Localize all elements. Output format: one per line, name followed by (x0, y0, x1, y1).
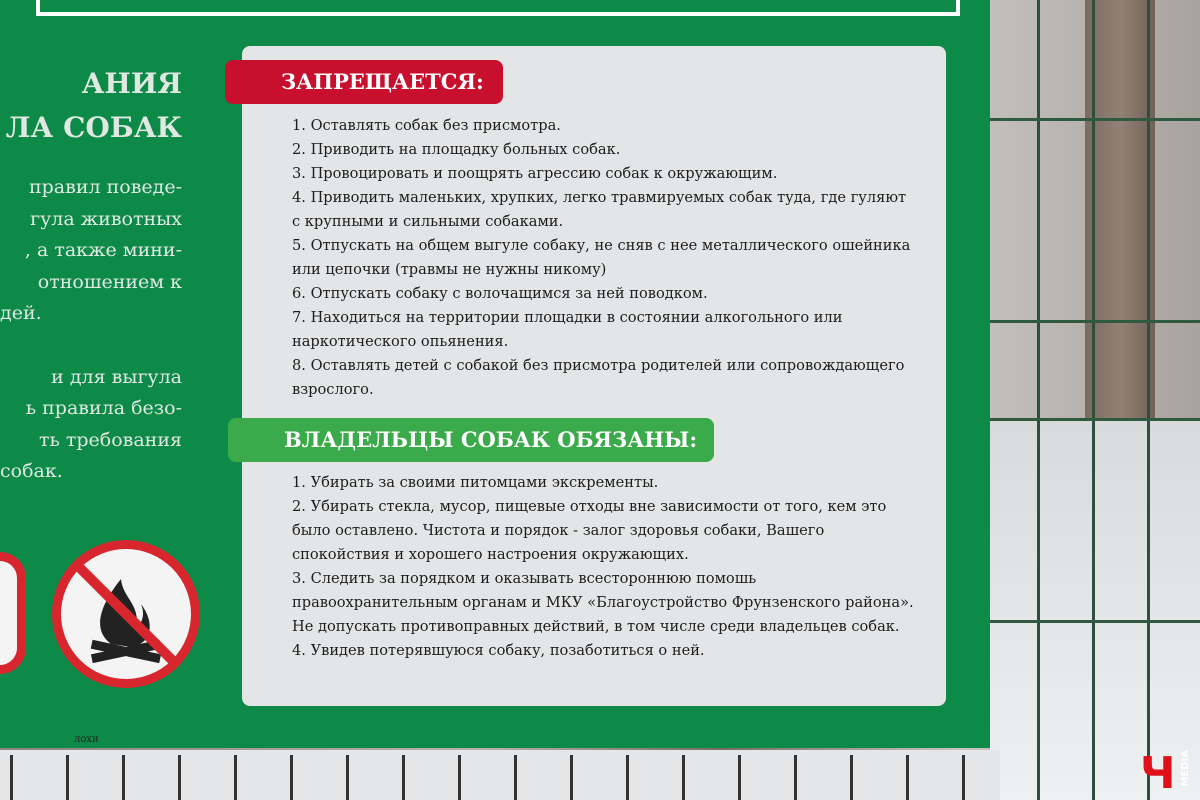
fence-bar (178, 755, 181, 800)
list-item: 6. Отпускать собаку с волочащимся за ней поводком. (292, 285, 708, 302)
left-text-panel (0, 62, 182, 488)
fence-bar (10, 755, 13, 800)
prohibited-heading: ЗАПРЕЩАЕТСЯ: (225, 60, 503, 104)
fence-bar (738, 755, 741, 800)
obligations-heading: ВЛАДЕЛЬЦЫ СОБАК ОБЯЗАНЫ: (228, 418, 714, 462)
prohibited-list (292, 114, 914, 402)
list-item: 4. Приводить маленьких, хрупких, легко травмируемых собак туда, где гуляют с крупными и сильными собаками. (292, 189, 907, 230)
fence-bar (402, 755, 405, 800)
line: , а также мини- (24, 239, 182, 261)
list-item: 7. Находиться на территории площадки в состоянии алкогольного или наркотического опьянения. (292, 309, 843, 350)
obligations-list (292, 471, 914, 663)
fence-wire (990, 118, 1200, 121)
fence-bar (850, 755, 853, 800)
line: отношением к (37, 270, 182, 293)
line: ть требования (38, 428, 182, 451)
fence-wire (990, 418, 1200, 421)
fence-wire (990, 320, 1200, 323)
line: собак. (0, 460, 63, 482)
fence-bar (290, 755, 293, 800)
line: гула животных (30, 207, 182, 230)
fence-bar (794, 755, 797, 800)
line: ь правила безо- (25, 397, 182, 419)
fence-bar (962, 755, 965, 800)
snow-ground (990, 420, 1200, 800)
no-fire-icon (52, 540, 200, 688)
fence-bar (346, 755, 349, 800)
fence-bar (570, 755, 573, 800)
left-title-2: ЛА СОБАК (5, 111, 182, 144)
graffiti: лохи (74, 734, 99, 745)
fence-bar (626, 755, 629, 800)
list-item: 4. Увидев потерявшуюся собаку, позаботиться о ней. (292, 642, 705, 659)
logo-text: MEDIA (1180, 750, 1191, 787)
fence-bar (514, 755, 517, 800)
list-item: 1. Оставлять собак без присмотра. (292, 117, 561, 134)
line: и для выгула (51, 365, 182, 388)
line: дей. (0, 302, 42, 324)
line: правил поведе- (28, 176, 182, 198)
logo-letter: Ч (1140, 748, 1176, 799)
fence-bar (682, 755, 685, 800)
watermark-logo (1140, 748, 1196, 799)
left-para-2 (0, 362, 182, 488)
prohibition-sign-icon (0, 552, 26, 674)
sign-top-frame (36, 0, 960, 16)
fence-bar (906, 755, 909, 800)
fence-wire (990, 620, 1200, 623)
fence-bar (234, 755, 237, 800)
fence-bar (122, 755, 125, 800)
fence-bar (66, 755, 69, 800)
list-item: 5. Отпускать на общем выгуле собаку, не сняв с нее металлического ошейника или цепочки (травмы не нужны никому) (292, 237, 911, 278)
list-item: 8. Оставлять детей с собакой без присмотра родителей или сопровождающего взрослого. (292, 357, 905, 398)
list-item: 3. Провоцировать и поощрять агрессию собак к окружающим. (292, 165, 778, 182)
fence-bar (458, 755, 461, 800)
list-item: 3. Следить за порядком и оказывать всестороннюю помошь правоохранительным органам и МКУ «Благоустройство Фрунзенского района». Не допускать противоправных действий, в том числе среди владельцев собак. (292, 570, 914, 635)
left-para-1 (0, 172, 182, 330)
list-item: 2. Убирать стекла, мусор, пищевые отходы вне зависимости от того, кем это было оставлено. Чистота и порядок - залог здоровья собаки, Вашего спокойствия и хорошего настроения окружающих. (292, 498, 887, 563)
list-item: 2. Приводить на площадку больных собак. (292, 141, 621, 158)
left-title-1: АНИЯ (81, 67, 182, 100)
list-item: 1. Убирать за своими питомцами экскременты. (292, 474, 659, 491)
